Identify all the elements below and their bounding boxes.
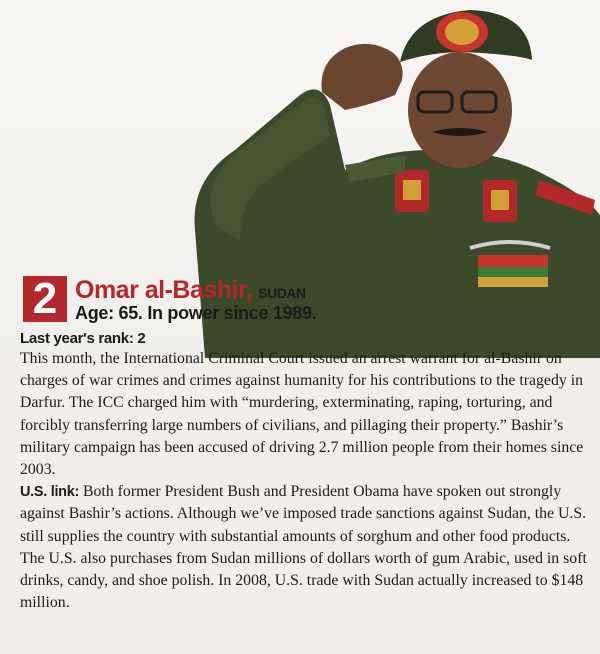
- us-link-text: Both former President Bush and President Obama have spoken out strongly against Bashir’s actions. Although we’ve imposed trade sanctions against Sudan, the U.S. still supplies the country with substantial amounts of sorghum and other food products. The U.S. also purchases from Sudan millions of dollars worth of gum Arabic, used in soft drinks, candy, and shoe polish. In 2008, U.S. trade with Sudan actually increased to $148 million.: [20, 483, 587, 612]
- last-year-rank: Last year's rank: 2: [20, 330, 146, 347]
- paragraph-icc: This month, the International Criminal Court issued an arrest warrant for al-Bashir on charges of war crimes and crimes against humanity for his contributions to the tragedy in Darfur. The ICC charged him with “murdering, exterminating, raping, torturing, and forcibly transferring large numbers of civilians, and pillaging their property.” Bashir’s military campaign has been accused of driving 2.7 million people from their homes since 2003.: [20, 350, 584, 479]
- person-name: Omar al-Bashir,: [75, 276, 253, 304]
- country-label: SUDAN: [258, 285, 306, 301]
- article-body: [20, 348, 592, 614]
- name-heading: [75, 276, 306, 305]
- rank-badge: 2: [23, 276, 67, 322]
- us-link-label: U.S. link:: [20, 484, 80, 501]
- age-power-line: Age: 65. In power since 1989.: [75, 303, 317, 323]
- paragraph-us-link: [20, 481, 592, 614]
